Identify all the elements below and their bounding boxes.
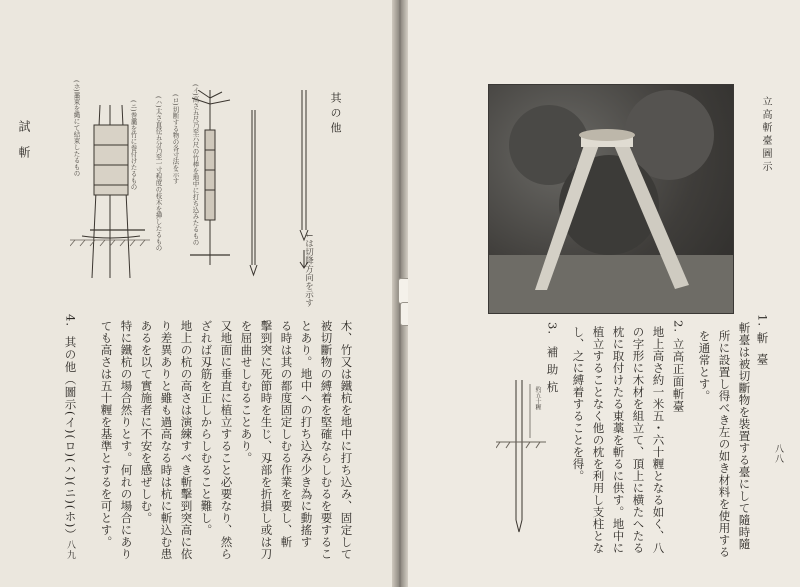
section1-line-2: 所に設置し得べき左の如き材料を使用する (717, 330, 732, 558)
section1-number: 1. (755, 314, 770, 327)
body-line-10: り差異ありと雖も過高なる時は杭に斬込む患 (159, 320, 174, 560)
section4-number: 4. (63, 314, 78, 327)
body-line-4: る時は其の都度固定しむる作業を要し、斬 (279, 320, 294, 548)
fig-label-ro-text: 切断する物の各寸法を示す (171, 105, 180, 184)
body-line-6: を屈曲せしむることあり。 (239, 320, 254, 464)
page-number-left: 八九 (65, 540, 75, 560)
fig-label-ha (155, 96, 162, 251)
body-line-2: 被切斷物の縛着を堅確ならしむるを要するこ (319, 320, 334, 560)
fig-label-ro-mark: (ロ) (171, 94, 180, 106)
section1-line-3: を通常とす。 (697, 330, 712, 402)
body-line-3: とあり。地中への打ち込み少き為に動搖す (299, 320, 314, 548)
fig-label-ho (73, 80, 80, 176)
section2-line-4: 植立することなく他の枕を利用し支柱とな (591, 326, 606, 554)
body-line-7: 又地面に垂直に植立すること必要なり、然ら (219, 320, 234, 560)
fig-label-ni (130, 100, 137, 190)
section2-line-1: 地上高さ約一米五・六十糎となる如く、八 (651, 326, 666, 554)
section2-line-3: 枕に取付けたる東藁を斬るに供す。地中に (611, 326, 626, 554)
section4-title: 其の他（圖示(イ)(ロ)(ハ)(ニ)(ホ)） (63, 336, 78, 541)
section3-number: 3. (545, 322, 560, 335)
section1-title: 斬臺 (755, 332, 770, 375)
fig-label-ho-text: 藁束を縄にて結束したるもの (72, 91, 81, 177)
page-number-right: 八八 (773, 444, 783, 464)
fig-label-ni-mark: (ニ) (129, 100, 138, 112)
body-line-1: 木、竹又は鐵杭を地中に打ち込み、固定して (339, 320, 354, 560)
section2-title: 立高正面斬臺 (671, 338, 686, 413)
section2-number: 2. (671, 320, 686, 333)
fig-label-i (192, 84, 199, 245)
section1-line-1: 斬臺は被切斷物を裝置する臺にして隨時隨 (737, 322, 752, 550)
photo-caption: 立高斬臺圖示 (760, 96, 771, 174)
stake-measure-label: 約五十糎 (534, 386, 541, 410)
body-line-12: 特に鐵杭の場合然りとす。何れの場合にあり (119, 320, 134, 560)
section-heading: 其の他 (329, 92, 342, 137)
body-line-5: 擊剄突に死節時を生じ、刄部を折損し或は刀 (259, 320, 274, 560)
fig-label-ha-text: 太さ直径五分乃至一寸程度の枝木を挿したるもの (154, 107, 163, 251)
fig-label-ha-mark: (ハ) (154, 96, 163, 108)
section2-line-2: の字形に木材を組立て、頂上に横たへたる (631, 326, 646, 554)
fig-label-ro (172, 94, 179, 184)
arrow-note: ↓は切降方向を示す (303, 232, 314, 308)
section3-title: 補助杭 (545, 346, 560, 399)
fig-label-i-text: 高さ五尺乃至六尺の竹棒を地中に打ち込みたるもの (191, 95, 200, 246)
illustration-auxiliary-stake (496, 380, 556, 540)
photo-cutting-stand (488, 84, 734, 314)
section2-line-5: し、之に縛着することを得。 (571, 326, 586, 482)
fig-label-ho-mark: (ホ) (72, 80, 81, 92)
fig-label-i-mark: (イ) (191, 84, 200, 96)
body-line-9: 地上の杭の高さは演練すべき斬擊剄突高に依 (179, 320, 194, 560)
body-line-11: あるを以て實施者に不安を感ぜしむ。 (139, 320, 154, 524)
fig-label-ni-text: 巻藁を竹に巻付けたるもの (129, 111, 138, 190)
body-line-8: ざれば刄筋を正しからしむること難し。 (199, 320, 214, 536)
left-page (0, 0, 392, 587)
page-title: 試斬 (17, 120, 31, 172)
body-line-13: ても高さは五十糎を基準とするを可とす。 (99, 320, 114, 548)
